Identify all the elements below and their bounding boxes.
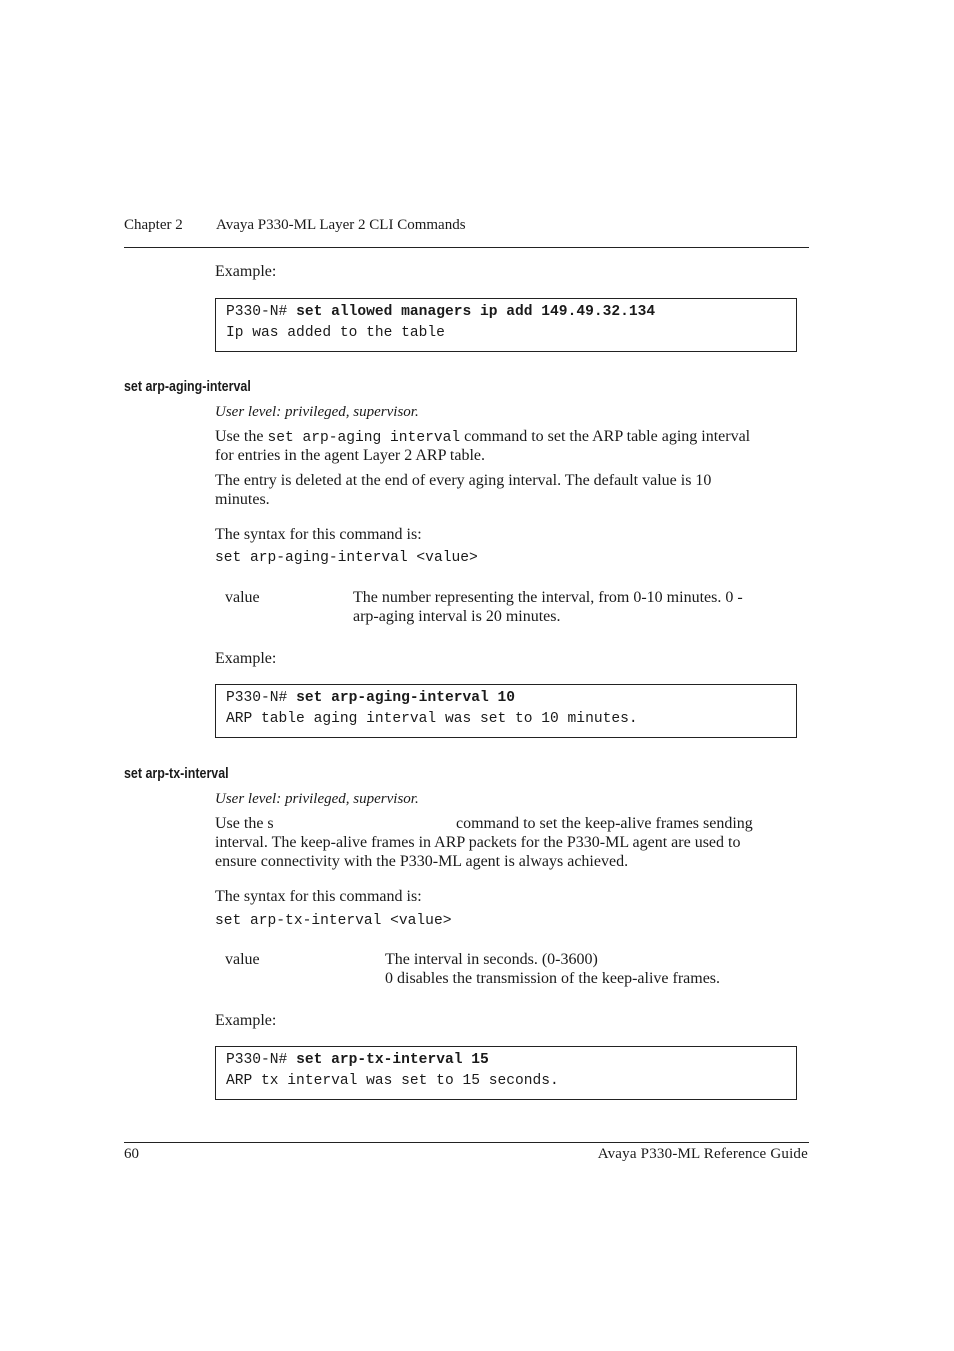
param-description: arp-aging interval is 20 minutes.: [353, 608, 561, 625]
code-example-box: [215, 298, 797, 352]
cli-command: set arp-tx-interval 15: [296, 1052, 489, 1068]
cli-prompt: P330-N#: [226, 304, 288, 320]
description-text: command to set the keep-alive frames sending: [456, 815, 753, 832]
header-rule: [124, 247, 809, 248]
example-label: Example:: [215, 263, 277, 280]
param-name: value: [225, 951, 260, 968]
cli-prompt: P330-N#: [226, 1052, 288, 1068]
user-level: User level: privileged, supervisor.: [215, 404, 419, 420]
description-text: command to set the ARP table aging interval: [464, 428, 751, 445]
param-description: The number representing the interval, from 0-10 minutes. 0 -: [353, 589, 743, 606]
inline-code: set arp-aging interval: [267, 430, 461, 446]
cli-output: ARP tx interval was set to 15 seconds.: [226, 1073, 559, 1089]
description-text: for entries in the agent Layer 2 ARP table.: [215, 447, 485, 464]
page-number: 60: [124, 1146, 139, 1162]
chapter-label: Chapter 2: [124, 217, 183, 233]
cli-command: set allowed managers ip add 149.49.32.134: [296, 304, 656, 320]
param-description: The interval in seconds. (0-3600): [385, 951, 598, 968]
code-example-box: [215, 1046, 797, 1100]
description-text: Use the: [215, 428, 264, 445]
chapter-title: Avaya P330-ML Layer 2 CLI Commands: [216, 217, 466, 233]
section-heading: set arp-tx-interval: [124, 766, 229, 782]
param-name: value: [225, 589, 260, 606]
code-example-box: [215, 684, 797, 738]
cli-output: Ip was added to the table: [226, 325, 445, 341]
syntax-line: set arp-aging-interval <value>: [215, 550, 478, 566]
footer-rule: [124, 1142, 809, 1143]
syntax-intro: The syntax for this command is:: [215, 526, 422, 543]
syntax-line: set arp-tx-interval <value>: [215, 913, 452, 929]
param-description: 0 disables the transmission of the keep-alive frames.: [385, 970, 721, 987]
cli-command: set arp-aging-interval 10: [296, 690, 516, 706]
section-heading: set arp-aging-interval: [124, 379, 251, 395]
cli-output: ARP table aging interval was set to 10 minutes.: [226, 711, 638, 727]
example-label: Example:: [215, 1012, 277, 1029]
description-text: minutes.: [215, 491, 270, 508]
description-text: Use the s: [215, 815, 274, 832]
user-level: User level: privileged, supervisor.: [215, 791, 419, 807]
description-text: interval. The keep-alive frames in ARP packets for the P330-ML agent are used to: [215, 834, 741, 851]
example-label: Example:: [215, 650, 277, 667]
description-text: The entry is deleted at the end of every aging interval. The default value is 10: [215, 472, 712, 489]
guide-title: Avaya P330-ML Reference Guide: [597, 1146, 808, 1162]
cli-prompt: P330-N#: [226, 690, 288, 706]
description-text: ensure connectivity with the P330-ML agent is always achieved.: [215, 853, 629, 870]
syntax-intro: The syntax for this command is:: [215, 888, 422, 905]
